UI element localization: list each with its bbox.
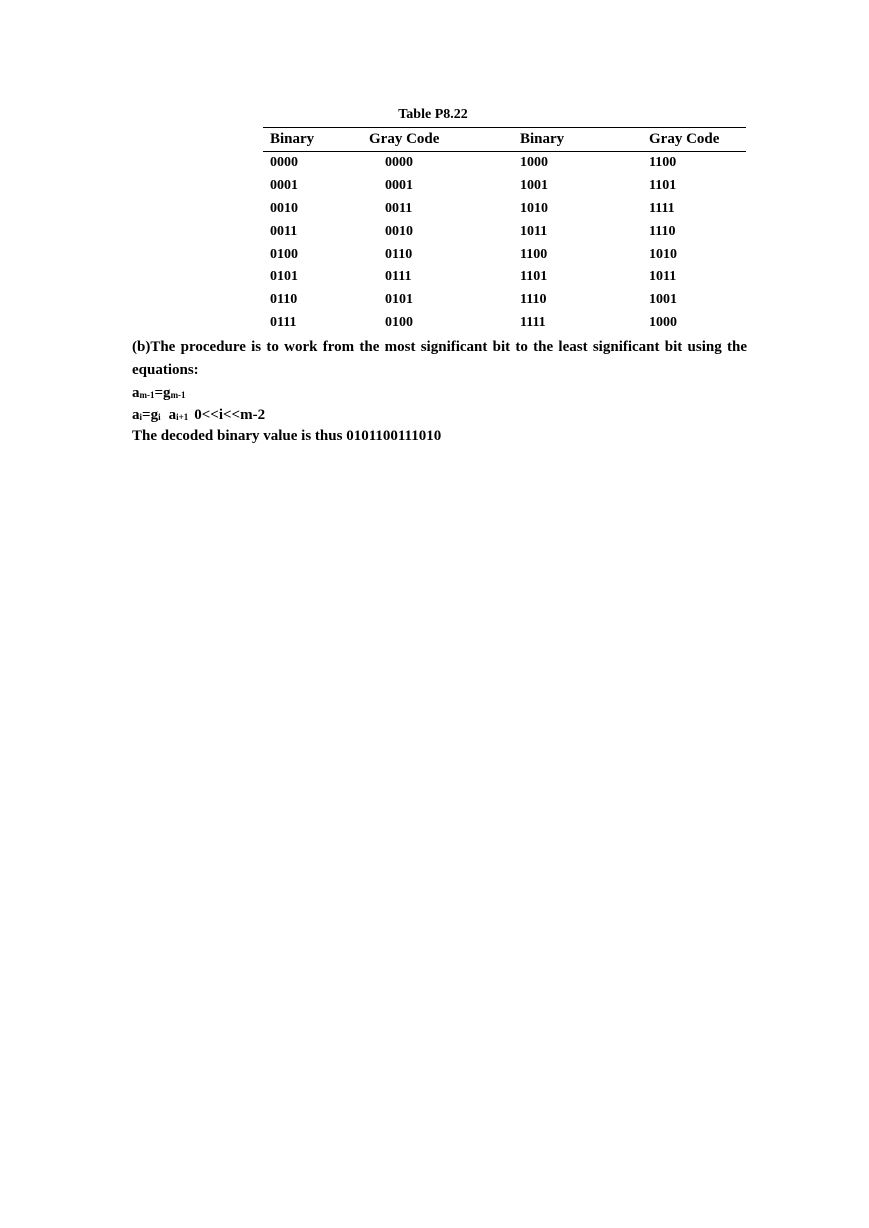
table-row	[263, 243, 746, 266]
table-row	[263, 152, 746, 175]
cell-gray-code-1: 0100	[385, 314, 413, 330]
cell-gray-code-2: 1100	[649, 155, 677, 171]
table-row	[263, 266, 746, 289]
cell-binary-1: 0100	[270, 246, 298, 262]
cell-gray-code-2: 1110	[649, 223, 676, 239]
eq2-equals-g: =g	[142, 407, 159, 423]
procedure-paragraph: (b)The procedure is to work from the most significant bit to the least significant bit using the equations:	[132, 339, 747, 378]
table-body	[263, 152, 746, 334]
cell-binary-1: 0111	[270, 314, 297, 330]
table-row	[263, 175, 746, 198]
cell-binary-2: 1010	[520, 200, 548, 216]
table-row	[263, 289, 746, 312]
cell-binary-1: 0101	[270, 269, 298, 285]
cell-gray-code-2: 1011	[649, 269, 677, 285]
eq1-equals-g: =g	[154, 385, 171, 401]
cell-binary-1: 0110	[270, 292, 298, 308]
header-binary-2: Binary	[520, 131, 565, 147]
header-binary-1: Binary	[270, 131, 315, 147]
eq1-a: a	[132, 385, 140, 401]
cell-gray-code-1: 0111	[385, 269, 412, 285]
cell-binary-1: 0011	[270, 223, 298, 239]
cell-binary-2: 1001	[520, 178, 548, 194]
cell-gray-code-1: 0011	[385, 200, 413, 216]
equation-1	[132, 383, 747, 405]
decoded-result: The decoded binary value is thus 0101100111010	[132, 428, 442, 444]
cell-gray-code-2: 1111	[649, 200, 675, 216]
eq2-a: a	[132, 407, 140, 423]
table-row	[263, 220, 746, 243]
eq2-a-subscript: i	[139, 412, 143, 422]
eq2-a2-subscript: i+1	[176, 412, 189, 422]
cell-binary-1: 0010	[270, 200, 298, 216]
table-row	[263, 312, 746, 335]
cell-gray-code-2: 1001	[649, 292, 677, 308]
cell-gray-code-1: 0110	[385, 246, 413, 262]
eq2-g-subscript: i	[158, 412, 161, 422]
cell-gray-code-2: 1010	[649, 246, 677, 262]
eq2-a2: a	[168, 407, 177, 423]
table-header-row	[263, 128, 746, 152]
cell-gray-code-1: 0000	[385, 155, 413, 171]
cell-gray-code-1: 0001	[385, 178, 413, 194]
cell-binary-1: 0000	[270, 155, 298, 171]
cell-gray-code-1: 0010	[385, 223, 413, 239]
equation-2	[132, 405, 747, 427]
header-gray-code-2: Gray Code	[649, 131, 720, 147]
cell-binary-2: 1011	[520, 223, 548, 239]
cell-binary-1: 0001	[270, 178, 298, 194]
gray-code-table	[263, 127, 746, 334]
eq1-a-subscript: m-1	[139, 390, 155, 400]
cell-binary-2: 1000	[520, 155, 548, 171]
cell-gray-code-2: 1101	[649, 178, 677, 194]
cell-gray-code-2: 1000	[649, 314, 677, 330]
eq2-range: 0<<i<<m-2	[194, 407, 266, 423]
eq1-g-subscript: m-1	[170, 390, 186, 400]
table-row	[263, 198, 746, 221]
cell-binary-2: 1100	[520, 246, 548, 262]
header-gray-code-1: Gray Code	[369, 131, 440, 147]
cell-gray-code-1: 0101	[385, 292, 413, 308]
cell-binary-2: 1111	[520, 314, 546, 330]
cell-binary-2: 1110	[520, 292, 547, 308]
cell-binary-2: 1101	[520, 269, 548, 285]
table-caption: Table P8.22	[398, 107, 468, 122]
